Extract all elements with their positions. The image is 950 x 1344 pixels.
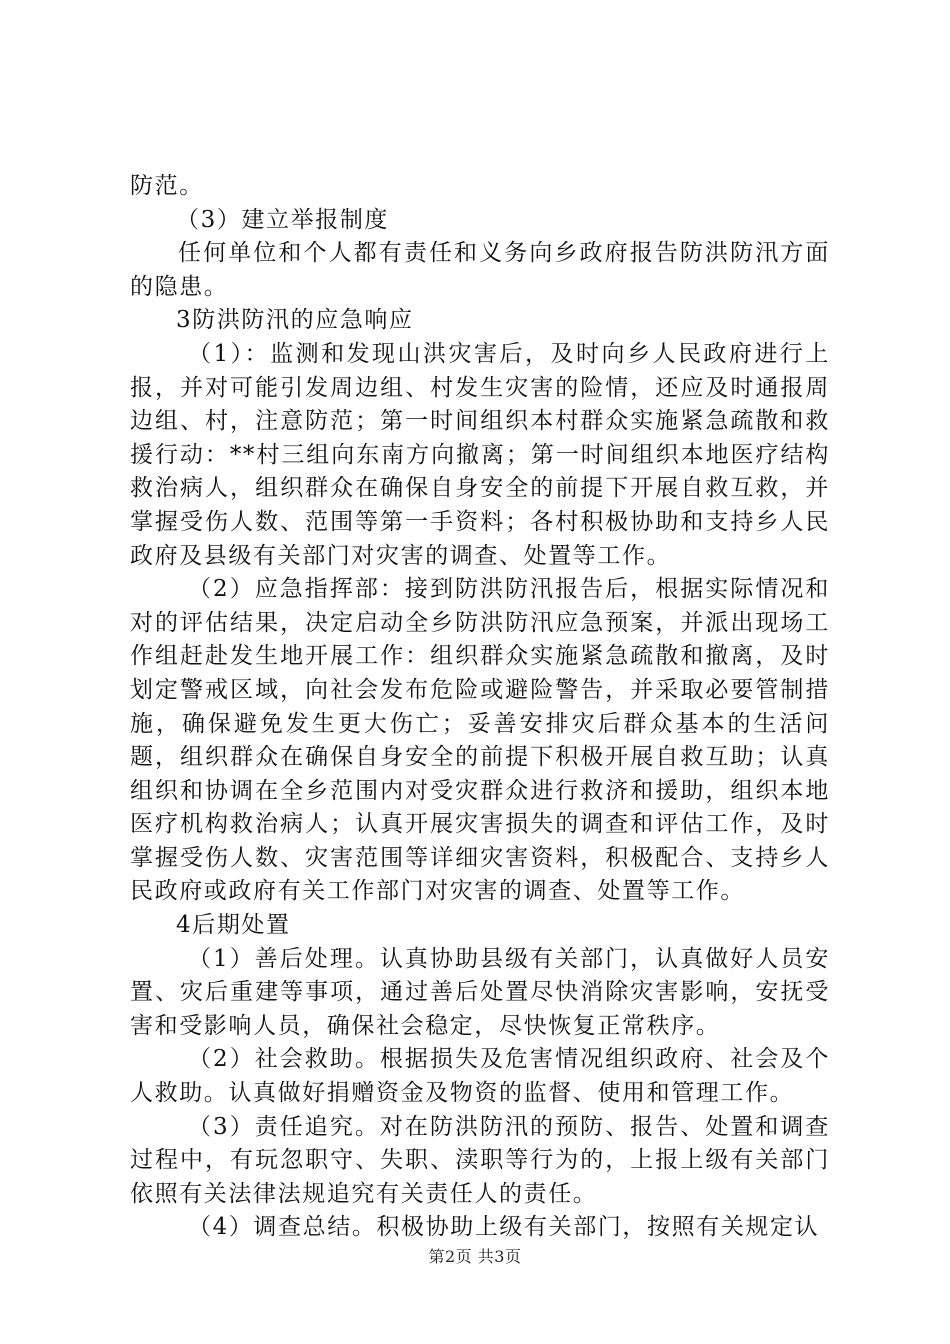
section-heading-emergency-response: 3防洪防汛的应急响应 — [176, 307, 414, 334]
paragraph-aftermath-1: （1）善后处理。认真协助县级有关部门，认真做好人员安置、灾后重建等事项，通过善后处置尽快消除灾害影响，安抚受害和受影响人员，确保社会稳定，尽快恢复正常秩序。 — [130, 945, 830, 1039]
paragraph-aftermath-2: （2）社会救助。根据损失及危害情况组织政府、社会及个人救助。认真做好捐赠资金及物资的监督、使用和管理工作。 — [130, 1046, 830, 1107]
page-number-footer: 第2页 共3页 — [428, 1247, 522, 1266]
document-body — [130, 170, 830, 1245]
paragraph-report-duty: 任何单位和个人都有责任和义务向乡政府报告防洪防汛方面的隐患。 — [130, 240, 830, 300]
subsection-heading-report-system: （3）建立举报制度 — [176, 206, 390, 233]
paragraph-aftermath-4: （4）调查总结。积极协助上级有关部门，按照有关规定认 — [188, 1214, 820, 1241]
paragraph-response-2: （2）应急指挥部：接到防洪防汛报告后，根据实际情况和对的评估结果，决定启动全乡防洪防汛应急预案，并派出现场工作组赶赴发生地开展工作：组织群众实施紧急疏散和撤离，及时划定警戒区域，向社会发布危险或避险警告，并采取必要管制措施，确保避免发生更大伤亡；妥善安排灾后群众基本的生活问题，组织群众在确保自身安全的前提下积极开展自救互助；认真组织和协调在全乡范围内对受灾群众进行救济和援助，组织本地医疗机构救治病人；认真开展灾害损失的调查和评估工作，及时掌握受伤人数、灾害范围等详细灾害资料，积极配合、支持乡人民政府或政府有关工作部门对灾害的调查、处置等工作。 — [130, 576, 830, 905]
paragraph-response-1: （1）：监测和发现山洪灾害后，及时向乡人民政府进行上报，并对可能引发周边组、村发生灾害的险情，还应及时通报周边组、村，注意防范；第一时间组织本村群众实施紧急疏散和救援行动：**村三组向东南方向撤离；第一时间组织本地医疗结构救治病人，组织群众在确保自身安全的前提下开展自救互救，并掌握受伤人数、范围等第一手资料；各村积极协助和支持乡人民政府及县级有关部门对灾害的调查、处置等工作。 — [130, 340, 830, 569]
paragraph-aftermath-3: （3）责任追究。对在防洪防汛的预防、报告、处置和调查过程中，有玩忽职守、失职、渎职等行为的，上报上级有关部门依照有关法律法规追究有关责任人的责任。 — [130, 1113, 830, 1207]
paragraph-continuation: 防范。 — [130, 173, 204, 199]
section-heading-aftermath: 4后期处置 — [176, 912, 291, 939]
